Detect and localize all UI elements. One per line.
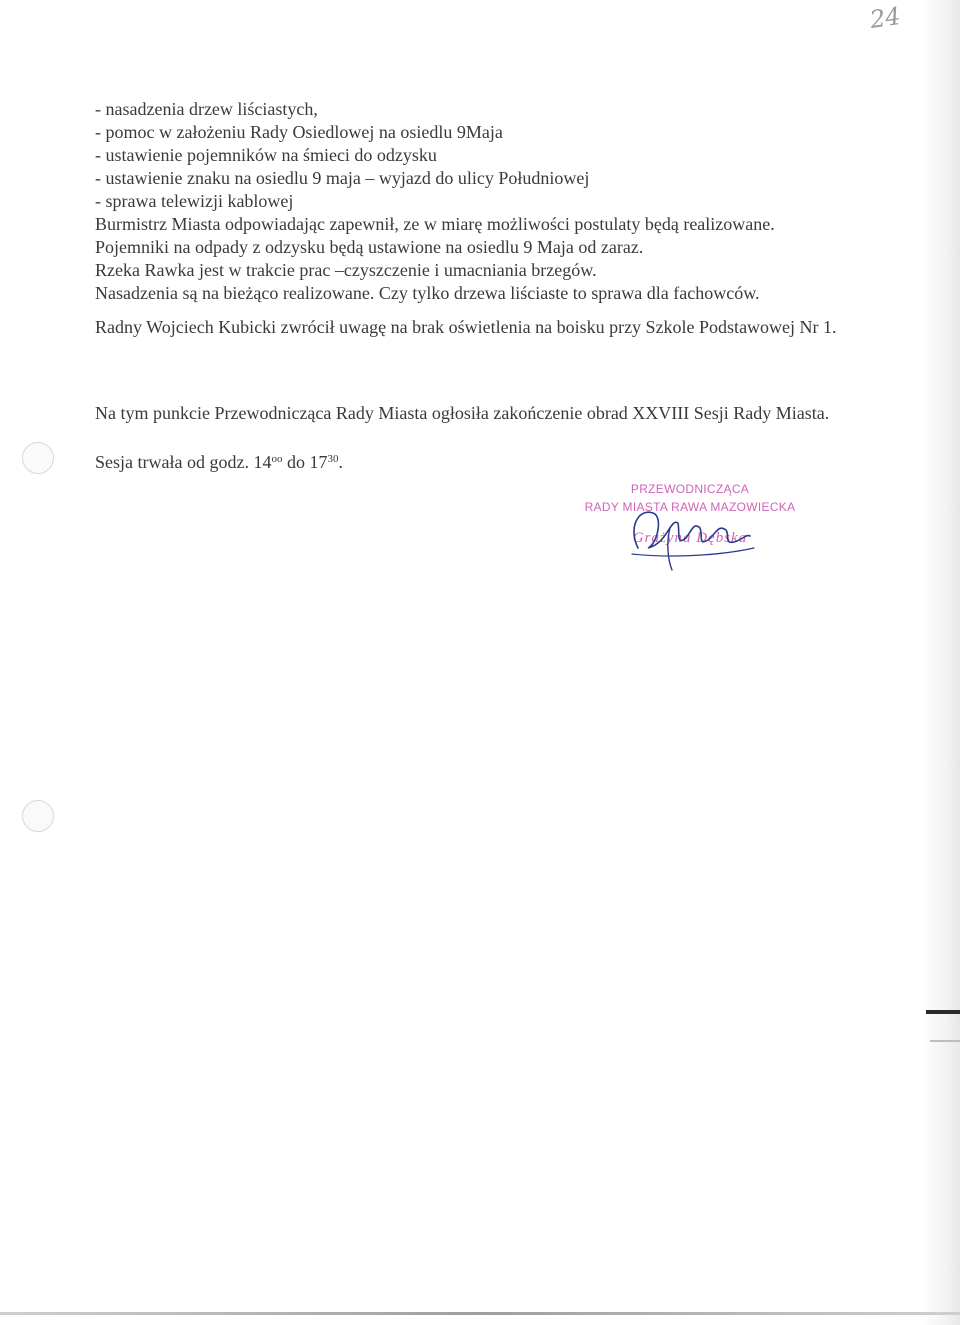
session-duration	[95, 451, 855, 477]
agenda-list	[95, 98, 855, 305]
text-line: Nasadzenia są na bieżąco realizowane. Czy tylko drzewa liściaste to sprawa dla fachowców.	[95, 283, 760, 303]
scan-edge-mark	[926, 1010, 960, 1014]
scan-edge-mark	[930, 1040, 960, 1042]
paragraph-closing	[95, 402, 855, 425]
session-prefix: Sesja trwała od godz. 14	[95, 452, 272, 472]
page-number: 24	[868, 2, 903, 34]
text-line: Burmistrz Miasta odpowiadając zapewnił, ze w miarę możliwości postulaty będą realizowane.	[95, 214, 775, 234]
paragraph-lighting	[95, 316, 855, 339]
stamp-name: Grażyna Dębska	[632, 530, 748, 546]
session-suffix: .	[338, 452, 343, 472]
list-item: - ustawienie pojemników na śmieci do odzysku	[95, 145, 437, 165]
scan-bottom-edge	[0, 1312, 960, 1315]
text-line: Pojemniki na odpady z odzysku będą ustawione na osiedlu 9 Maja od zaraz.	[95, 237, 644, 257]
paragraph-text: Radny Wojciech Kubicki zwrócił uwagę na brak oświetlenia na boisku przy Szkole Podstawowej Nr 1.	[95, 317, 837, 337]
paragraph-text: Na tym punkcie Przewodnicząca Rady Miasta ogłosiła zakończenie obrad XXVIII Sesji Rady Miasta.	[95, 403, 830, 423]
handwritten-signature	[608, 488, 768, 578]
list-item: - ustawienie znaku na osiedlu 9 maja – wyjazd do ulicy Południowej	[95, 168, 590, 188]
session-start-minutes: oo	[271, 453, 283, 465]
punch-hole	[22, 442, 54, 474]
list-item: - sprawa telewizji kablowej	[95, 191, 294, 211]
text-line: Rzeka Rawka jest w trakcie prac –czyszczenie i umacniania brzegów.	[95, 260, 597, 280]
scan-edge-shadow	[920, 0, 960, 1325]
session-end-minutes: 30	[327, 453, 339, 465]
stamp-title: PRZEWODNICZĄCA	[630, 482, 750, 496]
session-middle: do 17	[282, 452, 328, 472]
punch-hole	[22, 800, 54, 832]
stamp-institution: RADY MIASTA RAWA MAZOWIECKA	[584, 500, 796, 514]
list-item: - nasadzenia drzew liściastych,	[95, 99, 318, 119]
list-item: - pomoc w założeniu Rady Osiedlowej na osiedlu 9Maja	[95, 122, 503, 142]
